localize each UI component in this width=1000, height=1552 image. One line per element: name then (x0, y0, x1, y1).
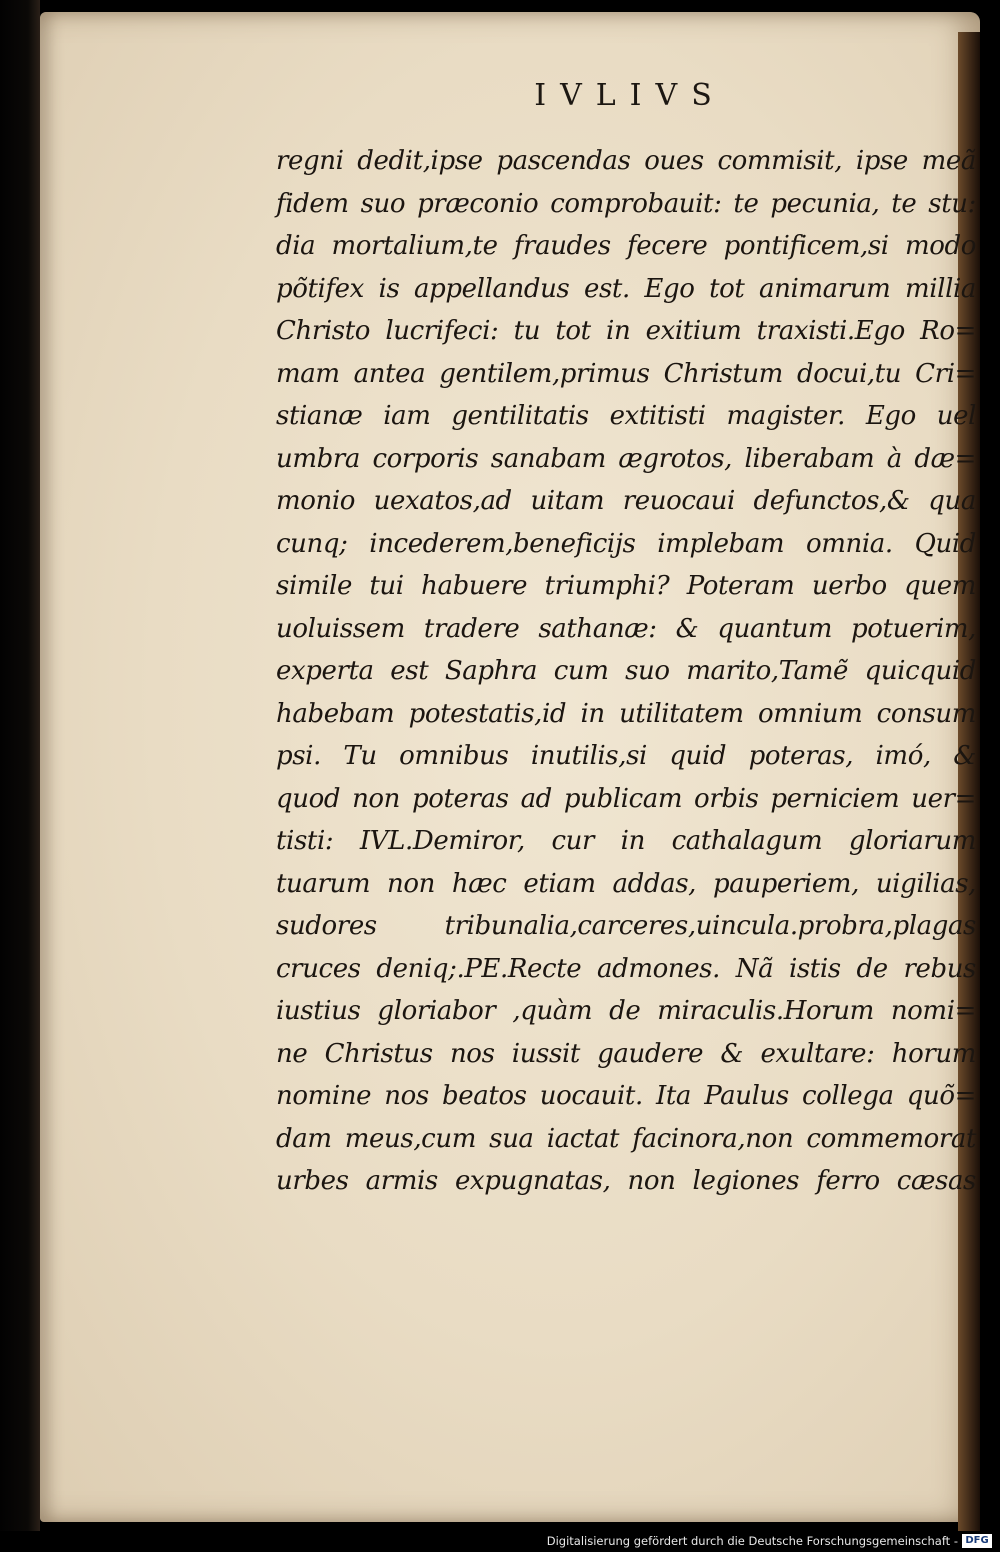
text-line: cruces deniq;.PE.Recte admones. Nã istis de rebus (276, 953, 976, 984)
text-line: cunq; incederem,beneficijs implebam omnia. Quid (276, 528, 976, 559)
text-line: põtifex is appellandus est. Ego tot animarum millia (276, 273, 976, 304)
text-line: psi. Tu omnibus inutilis,si quid poteras, imó, & (276, 741, 976, 771)
text-line: monio uexatos,ad uitam reuocaui defunctos,& qua (276, 486, 976, 516)
text-line: iustius gloriabor ,quàm de miraculis.Horum nomi= (276, 996, 976, 1026)
text-line: experta est Saphra cum suo marito,Tamẽ quicquid (276, 656, 976, 686)
text-line: tuarum non hæc etiam addas, pauperiem, uigilias, (276, 868, 976, 899)
text-line: dam meus,cum sua iactat facinora,non commemorat (276, 1123, 976, 1154)
text-line: mam antea gentilem,primus Christum docui,tu Cri= (276, 358, 976, 389)
text-block (276, 140, 976, 1203)
scan-left-edge (0, 0, 40, 1552)
text-line: stianæ iam gentilitatis extitisti magister. Ego uel (276, 401, 976, 431)
text-line: quod non poteras ad publicam orbis perniciem uer= (276, 783, 976, 814)
text-line: nomine nos beatos uocauit. Ita Paulus collega quõ= (276, 1081, 976, 1111)
text-line: urbes armis expugnatas, non legiones ferro cæsas (276, 1166, 976, 1196)
text-line: simile tui habuere triumphi? Poteram uerbo quem (276, 571, 976, 601)
text-line: ne Christus nos iussit gaudere & exultare: horum (276, 1038, 976, 1069)
book-page (40, 12, 980, 1522)
text-line: regni dedit,ipse pascendas oues commisit, ipse meã (276, 146, 976, 176)
text-line: tisti: IVL.Demiror, cur in cathalagum gloriarum (276, 826, 976, 856)
text-line: sudores tribunalia,carceres,uincula.probra,plagas (276, 911, 976, 941)
text-line: umbra corporis sanabam ægrotos, liberabam à dæ= (276, 443, 976, 474)
text-line: fidem suo præconio comprobauit: te pecunia, te stu: (276, 188, 976, 219)
dfg-logo: DFG (962, 1534, 992, 1548)
text-line: Christo lucrifeci: tu tot in exitium traxisti.Ego Ro= (276, 316, 976, 346)
running-head: IVLIVS (534, 78, 726, 113)
text-line: habebam potestatis,id in utilitatem omnium consum (276, 698, 976, 729)
text-line: uoluissem tradere sathanæ: & quantum potuerim, (276, 613, 976, 644)
funding-notice: Digitalisierung gefördert durch die Deutsche Forschungsgemeinschaft - (546, 1534, 958, 1548)
text-line: dia mortalium,te fraudes fecere pontificem,si modo (276, 231, 976, 261)
